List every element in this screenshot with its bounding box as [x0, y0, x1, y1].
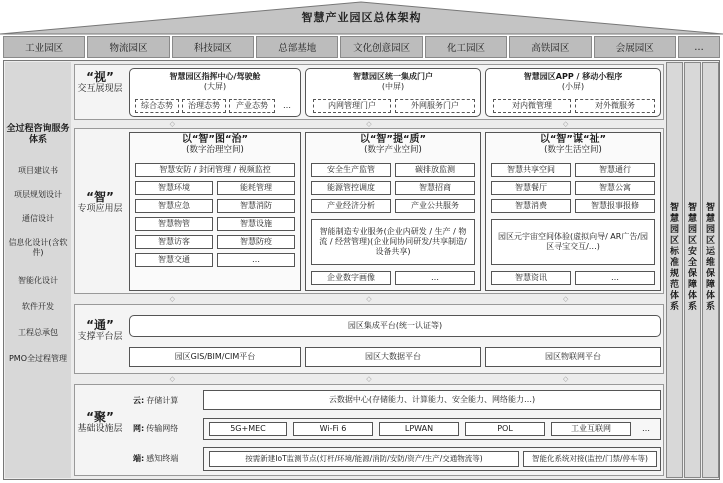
park-type-more: …: [678, 36, 720, 58]
network-item: POL: [465, 422, 545, 436]
platform-item: 园区大数据平台: [305, 347, 481, 367]
view-item: 内网管理门户: [313, 99, 391, 113]
app-item: 智慧报事报修: [575, 199, 655, 213]
park-types-row: [3, 36, 720, 58]
governance-sub: (数字治理空间): [186, 145, 244, 155]
application-layer-key: “智”: [86, 190, 114, 204]
cloud-val: 存储计算: [146, 395, 179, 405]
infrastructure-layer-name: 基础设施层: [77, 424, 123, 434]
consulting-heading: 全过程咨询服务体系: [6, 124, 70, 145]
app-item: 智慧物管: [135, 217, 213, 231]
platform-layer: [74, 304, 664, 374]
layer-connector: ◇ ◇ ◇: [169, 120, 569, 128]
app-item: 智慧访客: [135, 235, 213, 249]
park-type: 化工园区: [425, 36, 507, 58]
operation-label: 智慧园区运维保障体系: [705, 203, 715, 312]
terminal-val: 感知终端: [146, 453, 179, 463]
cloud-row-label: [133, 391, 178, 409]
park-type: 物流园区: [87, 36, 169, 58]
consulting-item: 软件开发: [22, 302, 54, 311]
app-title: 智慧园区APP / 移动小程序: [523, 72, 623, 81]
infrastructure-layer-label: [75, 411, 125, 435]
network-val: 传输网络: [146, 423, 179, 433]
network-item: LPWAN: [379, 422, 459, 436]
consulting-item: 智能化设计: [18, 276, 58, 285]
governance-space-title: [129, 134, 301, 156]
view-item: 治理态势: [182, 99, 226, 113]
app-item: 产业公共服务: [395, 199, 475, 213]
diagram-title: 智慧产业园区总体架构: [301, 11, 422, 24]
security-label: 智慧园区安全保障体系: [687, 203, 697, 312]
command-center-sub: (大屏): [203, 82, 227, 91]
view-item: 外网服务门户: [395, 99, 475, 113]
app-item: 智慧餐厅: [491, 181, 571, 195]
layer-connector: ◇ ◇ ◇: [169, 295, 569, 303]
app-item: 智慧防疫: [217, 235, 295, 249]
view-item: 产业态势: [229, 99, 275, 113]
portal-sub: (中屏): [381, 82, 405, 91]
infrastructure-layer: [74, 384, 664, 476]
consulting-item: 通信设计: [22, 214, 54, 223]
network-row-label: [133, 419, 178, 437]
view-layer-name: 交互展现层: [77, 84, 123, 94]
terminal-key: 端:: [133, 453, 145, 463]
app-item: 智慧通行: [575, 163, 655, 177]
app-item: 能耗管理: [217, 181, 295, 195]
cloud-key: 云:: [133, 395, 145, 405]
metaverse-box: 园区元宇宙空间体验(虚拟向导/ AR广告/园区寻宝交互/…): [491, 219, 655, 265]
app-item: 智慧资讯: [491, 271, 571, 285]
application-layer-name: 专项应用层: [77, 204, 123, 214]
app-item: 智慧安防 / 封闭管理 / 视频监控: [135, 163, 295, 177]
security-column: [684, 62, 701, 478]
application-layer: [74, 128, 664, 294]
consulting-service-column: [5, 62, 71, 478]
app-item: 企业数字画像: [311, 271, 391, 285]
life-space-title: [485, 134, 661, 156]
park-type: 文化创意园区: [340, 36, 422, 58]
network-item: Wi-Fi 6: [293, 422, 373, 436]
industry-space-title: [305, 134, 481, 156]
consulting-item: 信息化设计(含软件): [8, 238, 68, 257]
application-layer-label: [75, 191, 125, 215]
standards-column: [666, 62, 683, 478]
park-type: 会展园区: [594, 36, 676, 58]
layer-connector: ◇ ◇ ◇: [169, 375, 569, 383]
app-item: 智慧消防: [217, 199, 295, 213]
view-layer: [74, 64, 664, 120]
life-title: 以“智”谋“祉”: [539, 134, 607, 145]
app-item: 安全生产监管: [311, 163, 391, 177]
park-type: 科技园区: [172, 36, 254, 58]
view-item: 对内微管理: [493, 99, 571, 113]
terminal-item: 智能化系统对接(监控/门禁/停车等): [523, 451, 657, 467]
network-item: 5G+MEC: [209, 422, 287, 436]
app-item: 智慧消费: [491, 199, 571, 213]
standards-label: 智慧园区标准规范体系: [669, 203, 679, 312]
portal-title: 智慧园区统一集成门户: [353, 72, 433, 81]
network-item: 工业互联网: [551, 422, 631, 436]
app-item: …: [217, 253, 295, 267]
app-sub: (小屏): [561, 82, 585, 91]
command-center-title: 智慧园区指挥中心/驾驶舱: [169, 72, 261, 81]
app-item: 智慧招商: [395, 181, 475, 195]
network-key: 网:: [133, 423, 145, 433]
park-type: 高铁园区: [509, 36, 591, 58]
app-item-more: …: [395, 271, 475, 285]
app-item: 产业经济分析: [311, 199, 391, 213]
platform-layer-name: 支撑平台层: [77, 332, 123, 342]
smart-manufacturing-box: 智能制造专业服务(企业内研发 / 生产 / 物流 / 经营管理)(企业间协同研发/共享制造/设备共享): [311, 219, 475, 265]
view-item: 综合态势: [135, 99, 179, 113]
consulting-item: 工程总承包: [18, 328, 58, 337]
app-item: 智慧设施: [217, 217, 295, 231]
network-item-more: …: [642, 424, 650, 433]
view-item-more: …: [283, 101, 291, 110]
app-item: 智慧应急: [135, 199, 213, 213]
platform-item: 园区物联网平台: [485, 347, 661, 367]
governance-title: 以“智”图“治”: [181, 134, 249, 145]
app-item: 能源管控调度: [311, 181, 391, 195]
app-item: 智慧共享空间: [491, 163, 571, 177]
park-type: 总部基地: [256, 36, 338, 58]
view-layer-key: “视”: [86, 70, 114, 84]
consulting-item: PMO全过程管理: [8, 354, 68, 363]
cloud-datacenter: 云数据中心(存储能力、计算能力、安全能力、网络能力…): [203, 390, 661, 410]
view-layer-label: [75, 71, 125, 95]
platform-layer-key: “通”: [86, 318, 114, 332]
app-item-more: …: [575, 271, 655, 285]
infrastructure-layer-key: “聚”: [86, 410, 114, 424]
consulting-item: 项层规划设计: [14, 190, 62, 199]
consulting-item: 项目建议书: [18, 166, 58, 175]
operation-column: [702, 62, 719, 478]
platform-item: 园区GIS/BIM/CIM平台: [129, 347, 301, 367]
view-item: 对外微服务: [575, 99, 655, 113]
integration-platform: 园区集成平台(统一认证等): [129, 315, 661, 337]
app-item: 智慧环境: [135, 181, 213, 195]
terminal-row-label: [133, 449, 178, 467]
terminal-item: 按需新建IoT监测节点(灯杆/环境/能源/消防/安防/资产/生产/交通物流等): [209, 451, 519, 467]
platform-layer-label: [75, 319, 125, 343]
park-type: 工业园区: [3, 36, 85, 58]
app-item: 碳排放监测: [395, 163, 475, 177]
industry-title: 以“智”提“质”: [359, 134, 427, 145]
industry-sub: (数字产业空间): [364, 145, 422, 155]
app-item: 智慧公寓: [575, 181, 655, 195]
app-item: 智慧交通: [135, 253, 213, 267]
life-sub: (数字生活空间): [544, 145, 602, 155]
